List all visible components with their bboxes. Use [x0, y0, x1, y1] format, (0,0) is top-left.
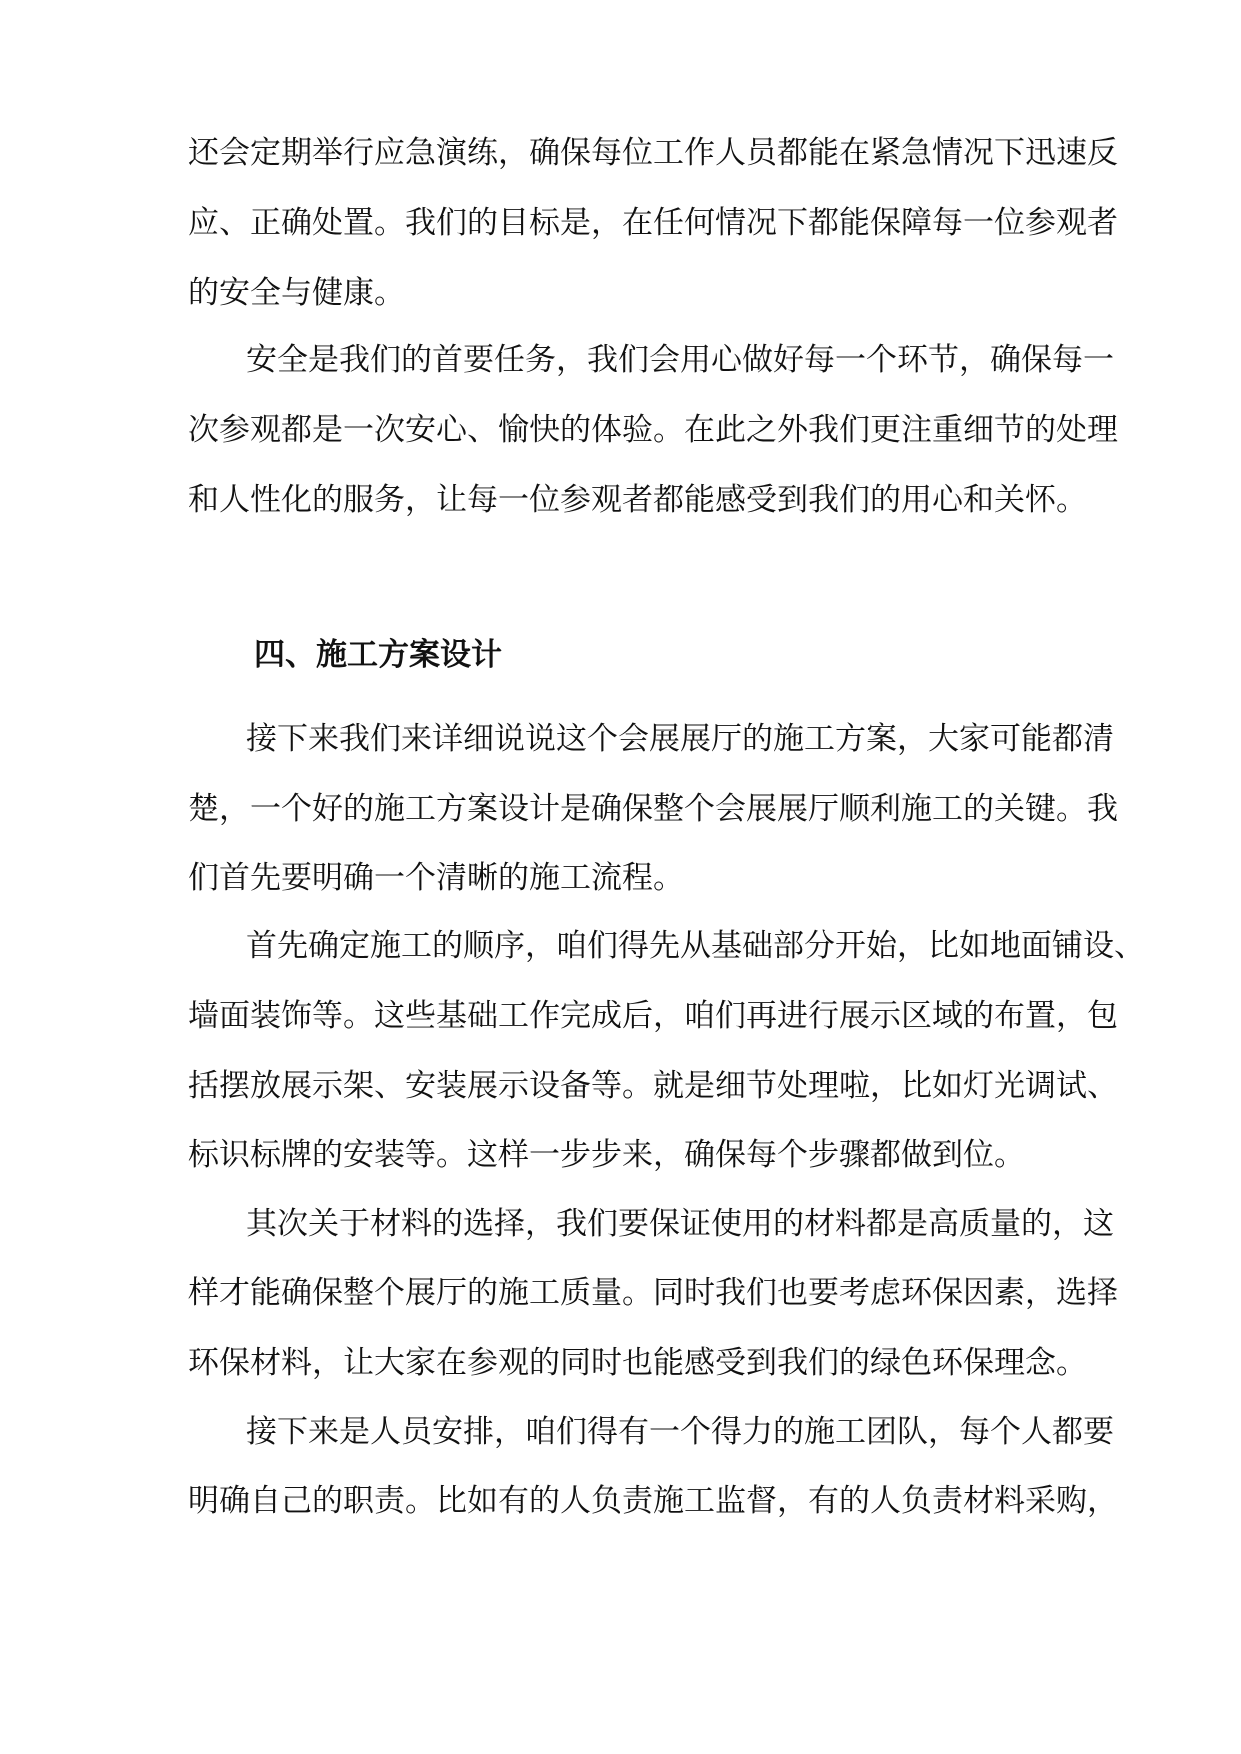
paragraph-line: 其次关于材料的选择，我们要保证使用的材料都是高质量的，这	[246, 1206, 1114, 1242]
paragraph-line: 接下来我们来详细说说这个会展展厅的施工方案，大家可能都清	[246, 721, 1114, 757]
paragraph-line: 墙面装饰等。这些基础工作完成后，咱们再进行展示区域的布置，包	[188, 998, 1118, 1034]
paragraph-line: 应、正确处置。我们的目标是，在任何情况下都能保障每一位参观者	[188, 205, 1118, 241]
section-heading: 四、施工方案设计	[254, 637, 502, 673]
paragraph-line: 标识标牌的安装等。这样一步步来，确保每个步骤都做到位。	[188, 1137, 1025, 1173]
paragraph-line: 括摆放展示架、安装展示设备等。就是细节处理啦，比如灯光调试、	[188, 1068, 1118, 1104]
paragraph-line: 安全是我们的首要任务，我们会用心做好每一个环节，确保每一	[246, 342, 1114, 378]
paragraph-line: 还会定期举行应急演练，确保每位工作人员都能在紧急情况下迅速反	[188, 135, 1118, 171]
paragraph-line: 环保材料，让大家在参观的同时也能感受到我们的绿色环保理念。	[188, 1345, 1087, 1381]
paragraph-line: 明确自己的职责。比如有的人负责施工监督，有的人负责材料采购，	[188, 1483, 1118, 1519]
paragraph-line: 们首先要明确一个清晰的施工流程。	[188, 860, 684, 896]
paragraph-line: 接下来是人员安排，咱们得有一个得力的施工团队，每个人都要	[246, 1414, 1114, 1450]
paragraph-line: 的安全与健康。	[188, 275, 405, 311]
paragraph-line: 次参观都是一次安心、愉快的体验。在此之外我们更注重细节的处理	[188, 412, 1118, 448]
paragraph-line: 首先确定施工的顺序，咱们得先从基础部分开始，比如地面铺设、	[246, 928, 1145, 964]
paragraph-line: 和人性化的服务，让每一位参观者都能感受到我们的用心和关怀。	[188, 482, 1087, 518]
paragraph-line: 样才能确保整个展厅的施工质量。同时我们也要考虑环保因素，选择	[188, 1275, 1118, 1311]
paragraph-line: 楚，一个好的施工方案设计是确保整个会展展厅顺利施工的关键。我	[188, 791, 1118, 827]
